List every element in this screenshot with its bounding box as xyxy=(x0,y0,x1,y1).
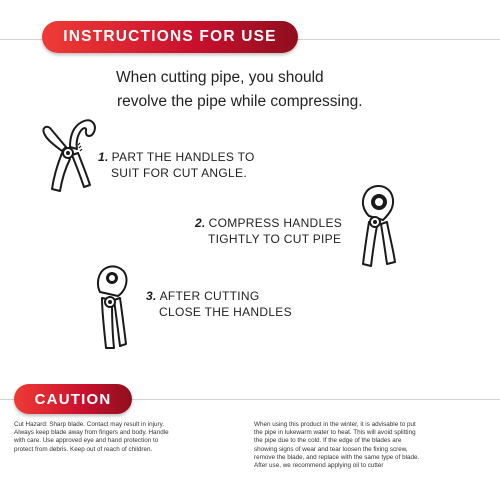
step-3-line-2: CLOSE THE HANDLES xyxy=(159,305,292,319)
instructions-banner xyxy=(42,21,298,53)
caution-right-line: the pipe in lukewarm water to heat. This will avoid splitting xyxy=(254,429,416,437)
caution-banner xyxy=(14,384,132,414)
caution-left-line: Cut Hazard: Sharp blade. Contact may result in injury. xyxy=(14,421,165,428)
pipe-cutter-closed-icon xyxy=(92,262,136,352)
step-3 xyxy=(146,288,292,320)
intro-line-2: revolve the pipe while compressing. xyxy=(117,93,363,110)
pipe-cutter-open-icon xyxy=(40,115,98,193)
caution-title: CAUTION xyxy=(34,390,112,408)
caution-right-line: When using this product in the winter, it is advisable to put xyxy=(254,421,416,428)
intro-text xyxy=(116,66,416,114)
caution-left-text xyxy=(14,421,169,454)
intro-line-1: When cutting pipe, you should xyxy=(116,69,324,86)
step-3-line-1: AFTER CUTTING xyxy=(159,289,260,303)
step-1-number: 1. xyxy=(98,150,109,164)
step-1-line-2: SUIT FOR CUT ANGLE. xyxy=(111,166,247,180)
caution-left-line: protect from debris. Keep out of reach of children. xyxy=(14,445,153,453)
pipe-cutter-compress-icon xyxy=(355,180,403,270)
step-3-number: 3. xyxy=(146,289,157,303)
step-2-line-1: COMPRESS HANDLES xyxy=(208,216,343,230)
instructions-title: INSTRUCTIONS FOR USE xyxy=(63,28,277,45)
caution-right-line: the pipe due to the cold. If the edge of the blades are xyxy=(254,437,402,445)
caution-right-line: After use, we recommend applying oil to cutter xyxy=(254,462,384,470)
caution-left-line: with care. Use approved eye and hand protection to xyxy=(14,437,159,445)
step-2 xyxy=(195,215,342,247)
caution-left-line: Always keep blade away from fingers and body. Handle xyxy=(14,429,169,437)
caution-right-line: showing signs of wear and tear loosen the fixing screw, xyxy=(254,445,408,453)
step-1 xyxy=(98,149,255,181)
step-2-line-2: TIGHTLY TO CUT PIPE xyxy=(208,232,342,246)
caution-right-text xyxy=(254,421,419,470)
caution-right-line: remove the blade, and replace with the same type of blade. xyxy=(254,453,420,461)
step-2-number: 2. xyxy=(195,216,206,230)
step-1-line-1: PART THE HANDLES TO xyxy=(111,150,255,164)
